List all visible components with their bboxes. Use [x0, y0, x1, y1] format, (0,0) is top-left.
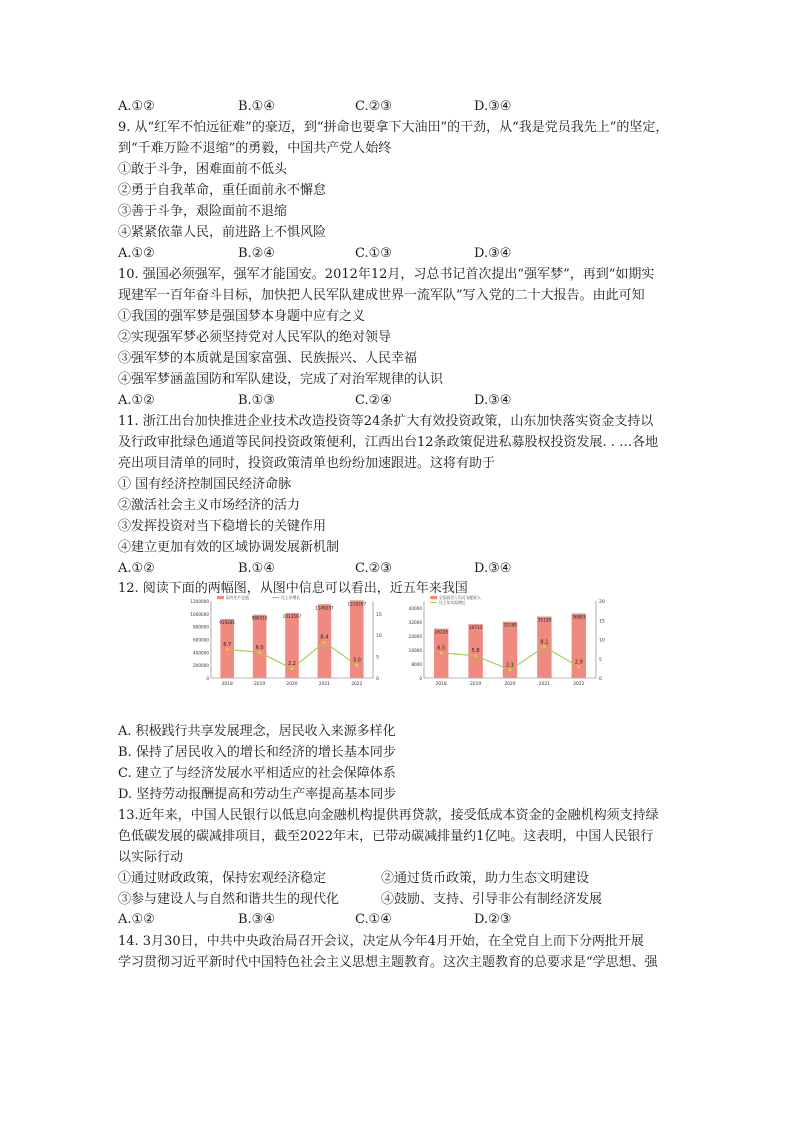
growth-point: [226, 648, 229, 651]
y-tick-label: 400000: [193, 650, 209, 656]
legend-bar-label: 全国居民人均可支配收入: [439, 595, 481, 600]
legend-line-label: 比上年增长: [281, 595, 300, 600]
q8-option-d: D.③④: [474, 99, 512, 114]
legend-line-label: 比上年实际增长: [439, 600, 466, 605]
y-tick-label: 8000: [411, 662, 422, 667]
q13-option-d: D.②③: [474, 912, 512, 927]
q9-option-a: A.①②: [118, 246, 155, 261]
q11-stem-1: 11. 浙江出台加快推进企业技术改造投资等24条扩大有效投资政策，山东加快落实资金支持以: [118, 414, 654, 429]
y2-tick-label: 10: [376, 634, 382, 640]
q8-option-b: B.①④: [238, 99, 275, 114]
growth-data-label: 2.9: [574, 659, 583, 666]
q14-stem-1: 14. 3月30日，中共中央政治局召开会议，决定从今年4月开始，在全党自上而下分两批开展: [118, 934, 644, 949]
q9-option-c: C.①③: [355, 246, 392, 261]
x-tick-label: 2021: [318, 682, 330, 687]
q10-stem-1: 10. 强国必须强军，强军才能国安。2012年12月，习总书记首次提出“强军梦”，再到“如期实: [118, 267, 655, 282]
q11-option-c: C.②③: [355, 561, 392, 576]
q11-stem-3: 亮出项目清单的同时，投资政策清单也纷纷加速跟进。这将有助于: [118, 456, 496, 471]
growth-data-label: 2.1: [506, 662, 514, 669]
y-tick-label: 1200000: [190, 599, 209, 604]
q9-stem-1: 9. 从“红军不怕远征难”的豪迈，到“拼命也要拿下大油田”的干劲，从“我是党员我先上”的坚定，: [118, 120, 669, 135]
x-tick-label: 2019: [470, 682, 482, 687]
q11-stem-2: 及行政审批绿色通道等民间投资政策便利，江西出台12条政策促进私募股权投资发展. . …各地: [118, 435, 659, 450]
x-tick-label: 2020: [504, 682, 516, 687]
growth-point: [543, 646, 546, 649]
bar-data-label: 1210207: [347, 601, 367, 607]
q10-item-4: ④强军梦涵盖国防和军队建设，完成了对治军规律的认识: [118, 372, 444, 387]
y-tick-label: 32000: [408, 620, 422, 625]
y2-tick-label: 0: [376, 677, 379, 682]
q11-item-3: ③发挥投资对当下稳增长的关键作用: [118, 519, 327, 534]
q13-stem-1: 13.近年来，中国人民银行以低息向金融机构提供再贷款，接受低成本资金的金融机构须支持绿: [118, 808, 659, 823]
x-tick-label: 2022: [351, 682, 363, 687]
growth-point: [474, 654, 477, 657]
q9-option-b: B.②④: [238, 246, 275, 261]
y-tick-label: 40000: [408, 606, 422, 611]
gdp-chart-svg: [185, 592, 390, 690]
bar-data-label: 1149237: [315, 605, 334, 611]
y-tick-label: 16000: [408, 648, 422, 653]
q13-option-b: B.③④: [238, 912, 275, 927]
growth-data-label: 6.0: [255, 644, 264, 651]
bar-data-label: 30733: [468, 625, 483, 631]
q13-item-1: ①通过财政政策，保持宏观经济稳定: [118, 871, 327, 886]
growth-point: [356, 664, 359, 667]
growth-point: [440, 652, 443, 655]
q9-item-4: ④紧紧依靠人民，前进路上不惧风险: [118, 225, 327, 240]
q11-option-b: B.①④: [238, 561, 275, 576]
y-tick-label: 24000: [408, 634, 422, 639]
growth-data-label: 8.4: [320, 634, 329, 641]
growth-point: [578, 666, 581, 669]
growth-point: [323, 641, 326, 644]
bar-data-label: 1013567: [282, 613, 302, 619]
income-chart: [400, 592, 612, 690]
growth-point: [509, 669, 512, 672]
growth-data-label: 5.8: [471, 648, 480, 655]
q10-stem-2: 现建军一百年奋斗目标，加快把人民军队建成世界一流军队”写入党的二十大报告。由此可知: [118, 288, 645, 303]
q9-item-3: ③善于斗争，艰险面前不退缩: [118, 204, 288, 219]
bar-data-label: 28228: [434, 629, 448, 635]
q11-item-4: ④建立更加有效的区域协调发展新机制: [118, 540, 340, 555]
q11-item-1: ① 国有经济控制国民经济命脉: [118, 477, 292, 492]
bar-data-label: 36883: [572, 614, 586, 620]
growth-data-label: 3.0: [352, 657, 361, 664]
y-tick-label: 0: [419, 676, 422, 681]
x-tick-label: 2018: [221, 682, 233, 687]
bar-data-label: 919281: [219, 620, 236, 626]
y-tick-label: 1000000: [190, 611, 209, 617]
q13-option-a: A.①②: [118, 912, 155, 927]
q12-stem: 12. 阅读下面的两幅图，从图中信息可以看出，近五年来我国: [118, 581, 468, 596]
growth-point: [291, 667, 294, 670]
y-tick-label: 0: [206, 676, 209, 681]
legend-bar-swatch: [430, 596, 437, 599]
x-tick-label: 2019: [254, 682, 266, 687]
q11-item-2: ②激活社会主义市场经济的活力: [118, 498, 301, 513]
y2-tick-label: 20: [599, 600, 605, 605]
q8-option-a: A.①②: [118, 99, 155, 114]
growth-data-label: 8.1: [540, 639, 549, 646]
legend-bar-label: 国内生产总值: [226, 595, 249, 600]
q10-item-2: ②实现强军梦必须坚持党对人民军队的绝对领导: [118, 330, 392, 345]
q8-option-c: C.②③: [355, 99, 392, 114]
q12-option-c: C. 建立了与经济发展水平相适应的社会保障体系: [118, 766, 396, 781]
bar-data-label: 32189: [503, 622, 517, 628]
q9-stem-2: 到“千难万险不退缩”的勇毅，中国共产党人始终: [118, 141, 392, 156]
q10-item-1: ①我国的强军梦是强国梦本身题中应有之义: [118, 309, 366, 324]
q13-stem-3: 以实际行动: [118, 850, 184, 865]
q9-option-d: D.③④: [474, 246, 512, 261]
q10-option-d: D.③④: [474, 393, 512, 408]
q14-stem-2: 学习贯彻习近平新时代中国特色社会主义思想主题教育。这次主题教育的总要求是“学思想、强: [118, 955, 658, 970]
income-chart-svg: [400, 592, 612, 690]
q11-option-a: A.①②: [118, 561, 155, 576]
q12-option-b: B. 保持了居民收入的增长和经济的增长基本同步: [118, 745, 396, 760]
y2-tick-label: 15: [599, 619, 605, 625]
gdp-chart: [185, 592, 390, 690]
q10-item-3: ③强军梦的本质就是国家富强、民族振兴、人民幸福: [118, 351, 418, 366]
x-tick-label: 2022: [573, 682, 585, 687]
q13-item-3: ③参与建设人与自然和谐共生的现代化: [118, 892, 340, 907]
q10-option-a: A.①②: [118, 393, 155, 408]
y2-tick-label: 0: [599, 677, 602, 682]
q9-item-1: ①敢于斗争，困难面前不低头: [118, 162, 288, 177]
x-tick-label: 2020: [286, 682, 298, 687]
bar-data-label: 35128: [537, 617, 552, 623]
y-tick-label: 800000: [193, 624, 209, 630]
q13-stem-2: 色低碳发展的碳减排项目，截至2022年末，已带动碳减排量约1亿吨。这表明，中国人民银行: [118, 829, 654, 844]
growth-point: [258, 651, 261, 654]
x-tick-label: 2021: [538, 682, 550, 687]
q12-option-a: A. 积极践行共享发展理念，居民收入来源多样化: [118, 724, 396, 739]
bar-data-label: 986515: [251, 615, 268, 621]
y2-tick-label: 5: [376, 655, 379, 661]
growth-data-label: 6.7: [223, 641, 232, 648]
bar: [572, 613, 586, 678]
q9-item-2: ②勇于自我革命，重任面前永不懈怠: [118, 183, 327, 198]
q11-option-d: D.③④: [474, 561, 512, 576]
q12-option-d: D. 坚持劳动报酬提高和劳动生产率提高基本同步: [118, 787, 397, 802]
y-tick-label: 600000: [193, 637, 209, 643]
y2-tick-label: 10: [599, 638, 605, 644]
q10-option-c: C.②④: [355, 393, 392, 408]
q13-option-c: C.①④: [355, 912, 392, 927]
q13-item-4: ④鼓励、支持、引导非公有制经济发展: [381, 892, 603, 907]
y2-tick-label: 5: [599, 657, 602, 663]
y-tick-label: 200000: [193, 663, 209, 669]
growth-data-label: 6.5: [437, 645, 446, 652]
q13-item-2: ②通过货币政策，助力生态文明建设: [381, 871, 590, 886]
y2-tick-label: 15: [376, 612, 382, 618]
legend-bar-swatch: [217, 596, 224, 599]
q10-option-b: B.①③: [238, 393, 275, 408]
x-tick-label: 2018: [435, 682, 447, 687]
growth-data-label: 2.2: [288, 661, 296, 668]
